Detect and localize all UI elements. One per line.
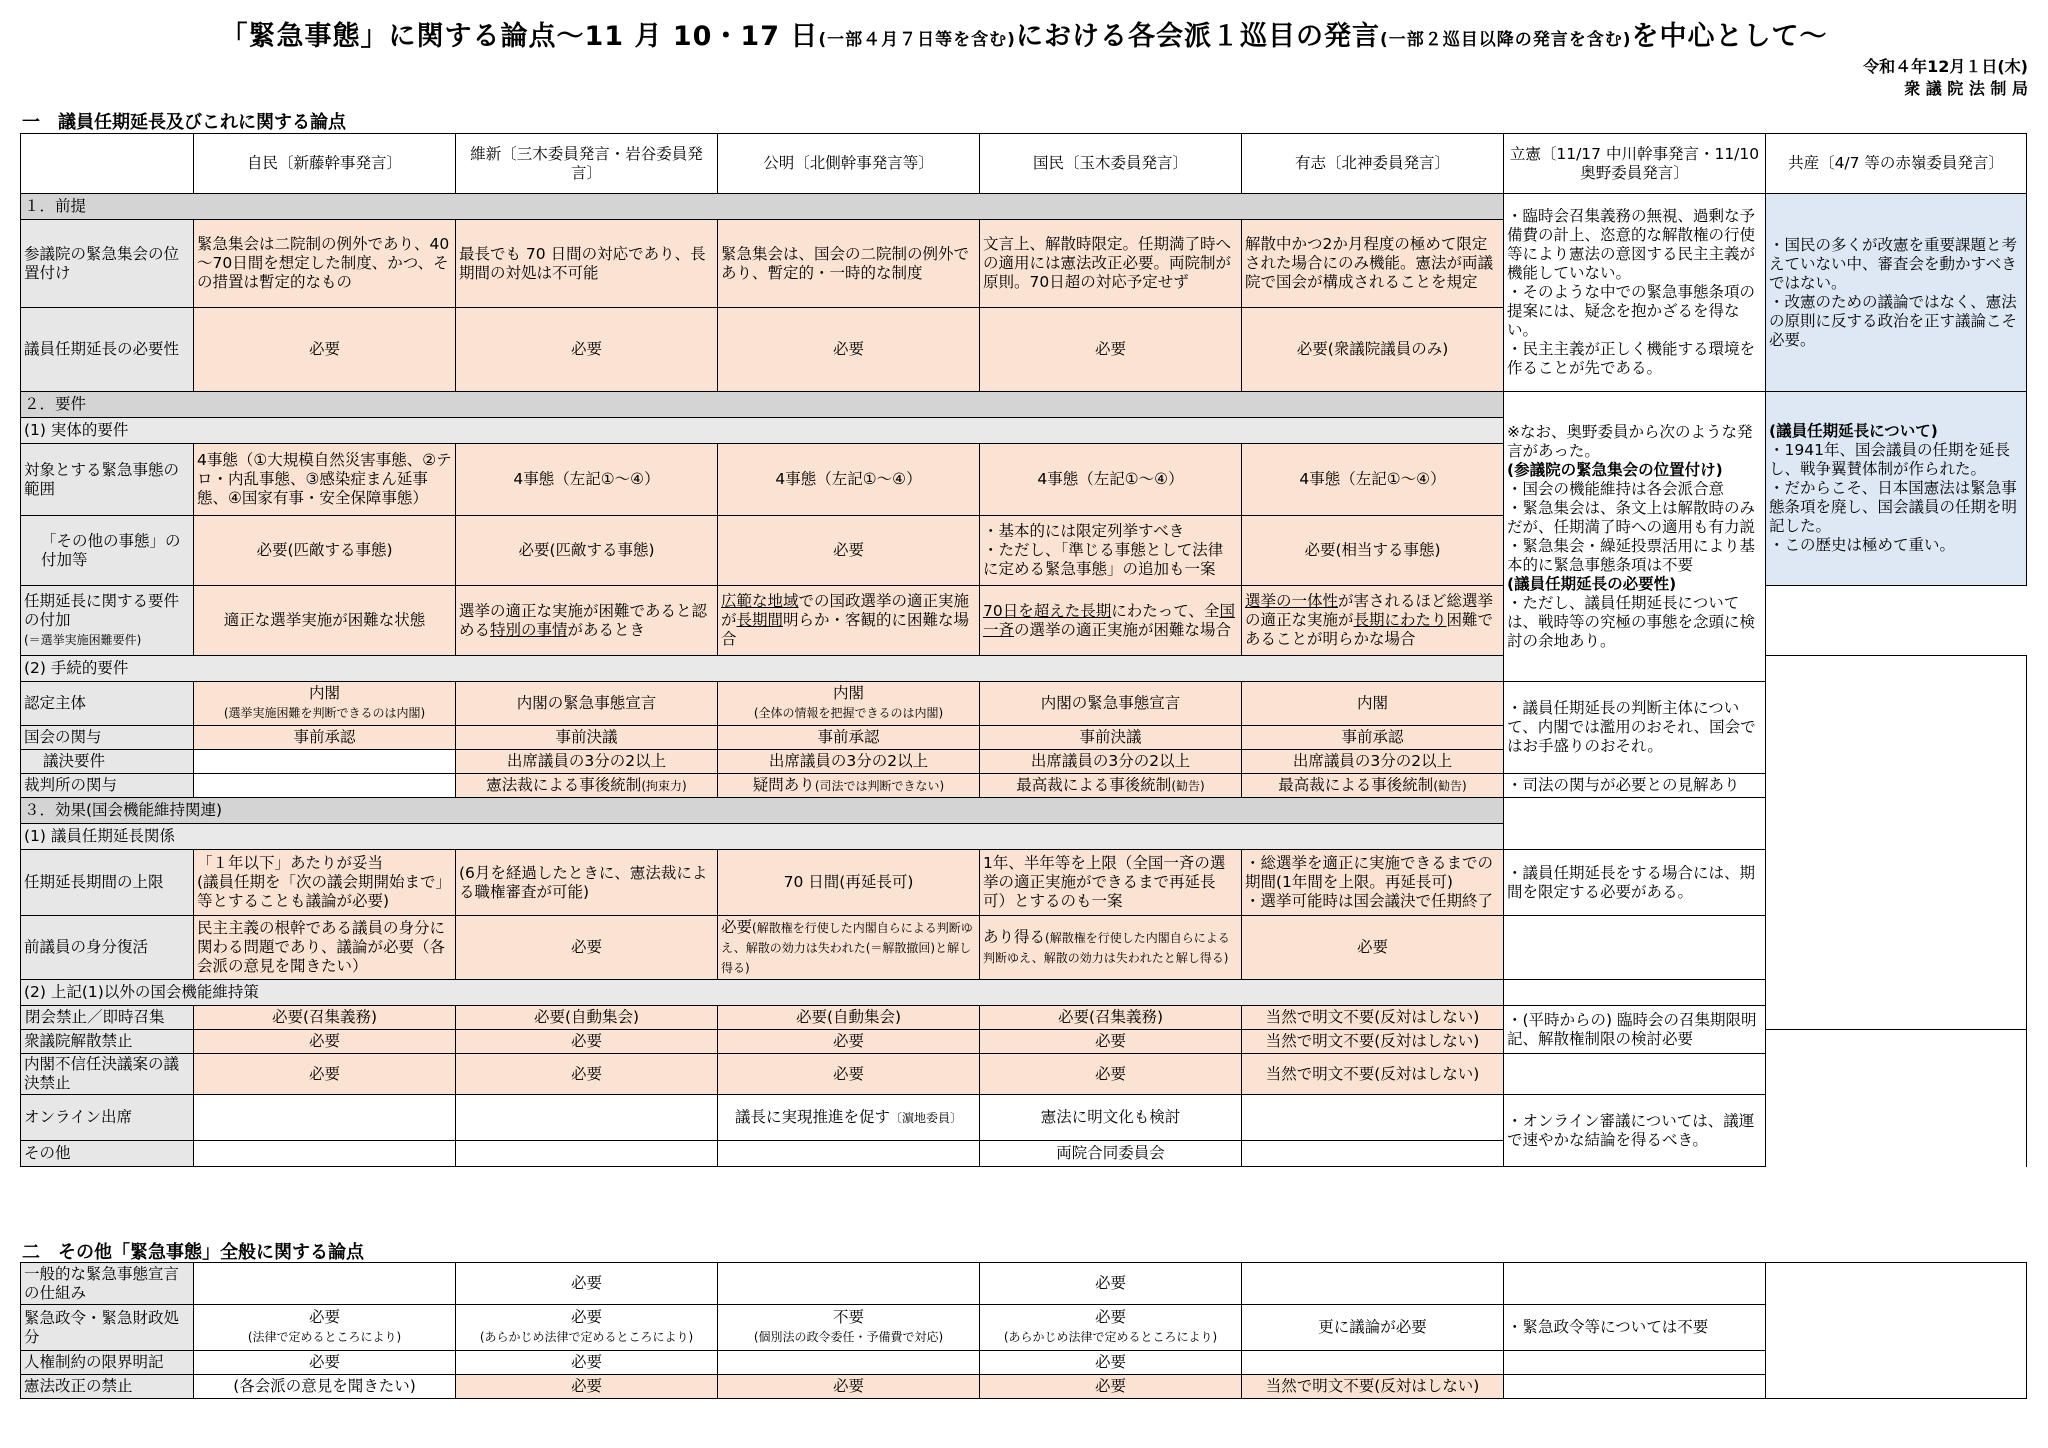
document-org: 衆 議 院 法 制 局 — [1904, 79, 2028, 98]
online-ishin — [456, 1095, 718, 1141]
rikken-note-d: ・司法の関与が必要との見解あり — [1504, 774, 1766, 798]
rikken-note-b1: ※なお、奥野委員から次のような発言があった。 — [1507, 422, 1753, 460]
kikan-kokumin: 1年、半年等を上限（全国一斉の選挙の適正実施ができるまで再延長可）とするのも一案 — [980, 850, 1242, 916]
fushinnin-kokumin: 必要 — [980, 1054, 1242, 1095]
section-jittai: (1) 実体的要件 — [21, 418, 1504, 444]
seirei-kokumin: 必要 (あらかじめ法律で定めるところにより) — [980, 1305, 1242, 1351]
kikan-yushi: ・総選挙を適正に実施できるまでの期間(1年間を上限。再延長可) ・選挙可能時は国会議決で任期終了 — [1242, 850, 1504, 916]
rikken-note-g: ・オンライン審議については、議運で速やかな結論を得るべき。 — [1504, 1095, 1766, 1167]
row-head-kaisei: 憲法改正の禁止 — [21, 1375, 194, 1399]
jinken-komei — [718, 1351, 980, 1375]
sonota-jimin: 必要(匹敵する事態) — [194, 516, 456, 586]
mibun-ishin: 必要 — [456, 916, 718, 980]
sonota2-jimin — [194, 1141, 456, 1167]
jinken-rikken — [1504, 1351, 1766, 1375]
seirei-jimin: 必要 (法律で定めるところにより) — [194, 1305, 456, 1351]
row-head-nintei: 認定主体 — [21, 682, 194, 726]
ninki-komei: 広範な地域での国政選挙の適正実施が長期間明らか・客観的に困難な場合 — [718, 586, 980, 656]
taisho-kokumin: 4事態（左記①～④） — [980, 444, 1242, 516]
fushinnin-ishin: 必要 — [456, 1054, 718, 1095]
header-komei: 公明〔北側幹事発言等〕 — [718, 134, 980, 194]
nintei-yushi: 内閣 — [1242, 682, 1504, 726]
seirei-ishin: 必要 (あらかじめ法律で定めるところにより) — [456, 1305, 718, 1351]
rikken-note-a: ・臨時会召集義務の無視、過剰な予備費の計上、恣意的な解散権の行使等により憲法の意図する民主主義が機能していない。 ・そのような中での緊急事態条項の提案には、疑念を抱かざるを得ない。 ・民主主義が正しく機能する環境を作ることが先である。 — [1504, 194, 1766, 392]
document-meta — [1863, 56, 2028, 100]
sonota-kokumin: ・基本的には限定列挙すべき ・ただし、「準じる事態として法律に定める緊急事態」の追加も一案 — [980, 516, 1242, 586]
sengen-jimin — [194, 1263, 456, 1305]
rikken-note-b3: ・国会の機能維持は各会派合意 ・緊急集会は、条文上は解散時のみだが、任期満了時への適用も有力説 ・緊急集会・繰延投票活用により基本的に緊急事態条項は不要 — [1507, 479, 1756, 574]
table-2 — [20, 1262, 2027, 1399]
kokkai-komei: 事前承認 — [718, 726, 980, 750]
section-2-heading: 二 その他「緊急事態」全般に関する論点 — [22, 1242, 364, 1263]
row-head-taisho: 対象とする緊急事態の範囲 — [21, 444, 194, 516]
sonota2-yushi — [1242, 1141, 1504, 1167]
row-head-online: オンライン出席 — [21, 1095, 194, 1141]
giketsu-kokumin: 出席議員の3分の2以上 — [980, 750, 1242, 774]
rikken-note-b — [1504, 392, 1766, 682]
ichizuke-jimin: 緊急集会は二院制の例外であり、40～70日間を想定した制度、かつ、その措置は暫定的なもの — [194, 220, 456, 308]
rikken-blank-1 — [1504, 798, 1766, 850]
kikan-komei: 70 日間(再延長可) — [718, 850, 980, 916]
row-head-saiban: 裁判所の関与 — [21, 774, 194, 798]
section-yoken: ２．要件 — [21, 392, 1504, 418]
ichizuke-ishin: 最長でも 70 日間の対応であり、長期間の対処は不可能 — [456, 220, 718, 308]
kikan-ishin: (6月を経過したときに、憲法裁による職権審査が可能) — [456, 850, 718, 916]
kaisei-jimin: (各会派の意見を聞きたい) — [194, 1375, 456, 1399]
row-head-kokkai: 国会の関与 — [21, 726, 194, 750]
hitsuyo-kokumin: 必要 — [980, 308, 1242, 392]
ichizuke-kokumin: 文言上、解散時限定。任期満了時への適用には憲法改正必要。両院制が原則。70日超の対応予定せず — [980, 220, 1242, 308]
t2-kyosan-blank — [1766, 1263, 2027, 1399]
row-head-kikan: 任期延長期間の上限 — [21, 850, 194, 916]
giketsu-ishin: 出席議員の3分の2以上 — [456, 750, 718, 774]
kyosan-note-b-title: (議員任期延長について) — [1769, 422, 1938, 440]
row-head-sengen: 一般的な緊急事態宣言の仕組み — [21, 1263, 194, 1305]
saiban-kokumin: 最高裁による事後統制(勧告) — [980, 774, 1242, 798]
header-jimin: 自民〔新藤幹事発言〕 — [194, 134, 456, 194]
taisho-jimin: 4事態（①大規模自然災害事態、②テロ・内乱事態、③感染症まん延事態、④国家有事・安全保障事態） — [194, 444, 456, 516]
hitsuyo-jimin: 必要 — [194, 308, 456, 392]
kaisan-yushi: 当然で明文不要(反対はしない) — [1242, 1030, 1504, 1054]
nintei-jimin: 内閣 (選挙実施困難を判断できるのは内閣) — [194, 682, 456, 726]
document-title: 「緊急事態」に関する論点〜11 月 10・17 日(一部４月７日等を含む)における各会派１巡目の発言(一部２巡目以降の発言を含む)を中心として〜 — [220, 21, 1828, 52]
giketsu-komei: 出席議員の3分の2以上 — [718, 750, 980, 774]
heikai-komei: 必要(自動集会) — [718, 1006, 980, 1030]
rikken-note-b5: ・ただし、議員任期延長については、戦時等の究極の事態を念頭に検討の余地あり。 — [1507, 593, 1756, 650]
kaisan-komei: 必要 — [718, 1030, 980, 1054]
mibun-kokumin: あり得る(解散権を行使した内閣自らによる判断ゆえ、解散の効力は失われたと解し得る) — [980, 916, 1242, 980]
rikken-blank-3 — [1504, 980, 1766, 1006]
rikken-note-f: ・(平時からの) 臨時会の召集期限明記、解散権制限の検討必要 — [1504, 1006, 1766, 1054]
row-head-heikai: 閉会禁止／即時召集 — [21, 1006, 194, 1030]
kikan-jimin: 「１年以下」あたりが妥当 (議員任期を「次の議会期開始まで」等とすることも議論が必要) — [194, 850, 456, 916]
heikai-ishin: 必要(自動集会) — [456, 1006, 718, 1030]
heikai-yushi: 当然で明文不要(反対はしない) — [1242, 1006, 1504, 1030]
kokkai-yushi: 事前承認 — [1242, 726, 1504, 750]
sengen-yushi — [1242, 1263, 1504, 1305]
saiban-komei: 疑問あり(司法では判断できない) — [718, 774, 980, 798]
row-head-seirei: 緊急政令・緊急財政処分 — [21, 1305, 194, 1351]
row-head-sonota: 「その他の事態」の付加等 — [21, 516, 194, 586]
nintei-komei: 内閣 (全体の情報を把握できるのは内閣) — [718, 682, 980, 726]
section-tetsuzuki: (2) 手続的要件 — [21, 656, 1504, 682]
table-1 — [20, 133, 2027, 1167]
hitsuyo-ishin: 必要 — [456, 308, 718, 392]
ninki-yushi: 選挙の一体性が害されるほど総選挙の適正な実施が長期にわたり困難であることが明らかな場合 — [1242, 586, 1504, 656]
heikai-jimin: 必要(召集義務) — [194, 1006, 456, 1030]
row-head-ichizuke: 参議院の緊急集会の位置付け — [21, 220, 194, 308]
sonota-komei: 必要 — [718, 516, 980, 586]
sonota2-komei — [718, 1141, 980, 1167]
row-head-hitsuyo: 議員任期延長の必要性 — [21, 308, 194, 392]
sengen-komei — [718, 1263, 980, 1305]
giketsu-yushi: 出席議員の3分の2以上 — [1242, 750, 1504, 774]
sonota2-kokumin: 両院合同委員会 — [980, 1141, 1242, 1167]
online-jimin — [194, 1095, 456, 1141]
fushinnin-komei: 必要 — [718, 1054, 980, 1095]
ichizuke-yushi: 解散中かつ2か月程度の極めて限定された場合にのみ機能。憲法が両議院で国会が構成されることを規定 — [1242, 220, 1504, 308]
sonota-yushi: 必要(相当する事態) — [1242, 516, 1504, 586]
heikai-kokumin: 必要(召集義務) — [980, 1006, 1242, 1030]
row-head-giketsu: 議決要件 — [21, 750, 194, 774]
sengen-ishin: 必要 — [456, 1263, 718, 1305]
mibun-jimin: 民主主義の根幹である議員の身分に関わる問題であり、議論が必要（各会派の意見を聞きたい） — [194, 916, 456, 980]
seirei-komei: 不要 (個別法の政令委任・予備費で対応) — [718, 1305, 980, 1351]
row-head-ninki: 任期延長に関する要件の付加 (＝選挙実施困難要件) — [21, 586, 194, 656]
kyosan-blank — [1766, 656, 2027, 1030]
kaisan-ishin: 必要 — [456, 1030, 718, 1054]
sonota-ishin: 必要(匹敵する事態) — [456, 516, 718, 586]
row-head-fushinnin: 内閣不信任決議案の議決禁止 — [21, 1054, 194, 1095]
sengen-kokumin: 必要 — [980, 1263, 1242, 1305]
rikken-note-b2: (参議院の緊急集会の位置付け) — [1507, 460, 1723, 479]
nintei-kokumin: 内閣の緊急事態宣言 — [980, 682, 1242, 726]
ninki-ishin: 選挙の適正な実施が困難であると認める特別の事情があるとき — [456, 586, 718, 656]
nintei-ishin: 内閣の緊急事態宣言 — [456, 682, 718, 726]
rikken-blank-4 — [1504, 1054, 1766, 1095]
kaisei-kokumin: 必要 — [980, 1375, 1242, 1399]
section-ninki-encho: (1) 議員任期延長関係 — [21, 824, 1504, 850]
taisho-ishin: 4事態（左記①～④） — [456, 444, 718, 516]
kokkai-ishin: 事前決議 — [456, 726, 718, 750]
saiban-yushi: 最高裁による事後統制(勧告) — [1242, 774, 1504, 798]
header-kokumin: 国民〔玉木委員発言〕 — [980, 134, 1242, 194]
kokkai-kokumin: 事前決議 — [980, 726, 1242, 750]
document-date: 令和４年12月１日(木) — [1863, 57, 2028, 76]
rikken-note-c: ・議員任期延長の判断主体について、内閣では濫用のおそれ、国会ではお手盛りのおそれ。 — [1504, 682, 1766, 774]
seirei-yushi: 更に議論が必要 — [1242, 1305, 1504, 1351]
seirei-rikken: ・緊急政令等については不要 — [1504, 1305, 1766, 1351]
sengen-rikken — [1504, 1263, 1766, 1305]
hitsuyo-komei: 必要 — [718, 308, 980, 392]
kaisei-rikken — [1504, 1375, 1766, 1399]
kyosan-note-c: ・1941年、国会議員の任期を延長し、戦争翼賛体制が作られた。 ・だからこそ、日本国憲法は緊急事態条項を廃し、国会議員の任期を明記した。 ・この歴史は極めて重い。 — [1769, 441, 2018, 554]
row-head-sonota2: その他 — [21, 1141, 194, 1167]
rikken-blank-2 — [1504, 916, 1766, 980]
row-head-ninki-sub: (＝選挙実施困難要件) — [24, 632, 142, 647]
header-yushi: 有志〔北神委員発言〕 — [1242, 134, 1504, 194]
online-komei: 議長に実現推進を促す〔濵地委員〕 — [718, 1095, 980, 1141]
header-rikken: 立憲〔11/17 中川幹事発言・11/10 奥野委員発言〕 — [1504, 134, 1766, 194]
kaisan-jimin: 必要 — [194, 1030, 456, 1054]
ninki-jimin: 適正な選挙実施が困難な状態 — [194, 586, 456, 656]
sonota2-ishin — [456, 1141, 718, 1167]
jinken-kokumin: 必要 — [980, 1351, 1242, 1375]
section-koka: ３．効果(国会機能維持関連) — [21, 798, 1504, 824]
section-zentei: １．前提 — [21, 194, 1504, 220]
fushinnin-jimin: 必要 — [194, 1054, 456, 1095]
giketsu-jimin — [194, 750, 456, 774]
jinken-jimin: 必要 — [194, 1351, 456, 1375]
jinken-ishin: 必要 — [456, 1351, 718, 1375]
header-blank — [21, 134, 194, 194]
kyosan-note-b — [1766, 392, 2027, 586]
ninki-kokumin: 70日を超えた長期にわたって、全国一斉の選挙の適正実施が困難な場合 — [980, 586, 1242, 656]
kaisei-yushi: 当然で明文不要(反対はしない) — [1242, 1375, 1504, 1399]
taisho-yushi: 4事態（左記①～④） — [1242, 444, 1504, 516]
rikken-note-b4: (議員任期延長の必要性) — [1507, 574, 1677, 593]
header-kyosan: 共産〔4/7 等の赤嶺委員発言〕 — [1766, 134, 2027, 194]
kokkai-jimin: 事前承認 — [194, 726, 456, 750]
fushinnin-yushi: 当然で明文不要(反対はしない) — [1242, 1054, 1504, 1095]
jinken-yushi — [1242, 1351, 1504, 1375]
saiban-ishin: 憲法裁による事後統制(拘束力) — [456, 774, 718, 798]
online-yushi — [1242, 1095, 1504, 1141]
kyosan-note-a: ・国民の多くが改憲を重要課題と考えていない中、審査会を動かすべきではない。 ・改憲のための議論ではなく、憲法の原則に反する政治を正す議論こそ必要。 — [1766, 194, 2027, 392]
mibun-yushi: 必要 — [1242, 916, 1504, 980]
online-kokumin: 憲法に明文化も検討 — [980, 1095, 1242, 1141]
taisho-komei: 4事態（左記①～④） — [718, 444, 980, 516]
row-head-mibun: 前議員の身分復活 — [21, 916, 194, 980]
row-head-kaisan: 衆議院解散禁止 — [21, 1030, 194, 1054]
header-ishin: 維新〔三木委員発言・岩谷委員発言〕 — [456, 134, 718, 194]
section-1-heading: 一 議員任期延長及びこれに関する論点 — [22, 112, 346, 133]
row-head-jinken: 人権制約の限界明記 — [21, 1351, 194, 1375]
kaisan-kokumin: 必要 — [980, 1030, 1242, 1054]
ichizuke-komei: 緊急集会は、国会の二院制の例外であり、暫定的・一時的な制度 — [718, 220, 980, 308]
section-kino-iji: (2) 上記(1)以外の国会機能維持策 — [21, 980, 1504, 1006]
saiban-jimin — [194, 774, 456, 798]
rikken-note-e: ・議員任期延長をする場合には、期間を限定する必要がある。 — [1504, 850, 1766, 916]
kaisei-komei: 必要 — [718, 1375, 980, 1399]
mibun-komei: 必要(解散権を行使した内閣自らによる判断ゆえ、解散の効力は失われた(＝解散撤回)と解し得る) — [718, 916, 980, 980]
kaisei-ishin: 必要 — [456, 1375, 718, 1399]
hitsuyo-yushi: 必要(衆議院議員のみ) — [1242, 308, 1504, 392]
